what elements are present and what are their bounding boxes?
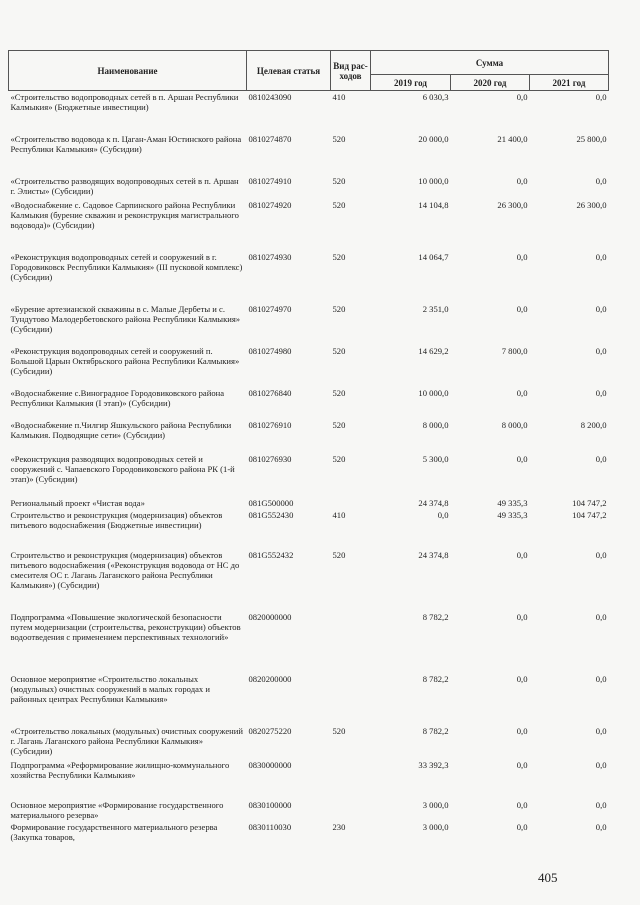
table-row bbox=[9, 387, 609, 419]
cell-2019: 14 629,2 bbox=[418, 345, 449, 356]
table-header bbox=[9, 51, 609, 91]
cell-vid: 520 bbox=[332, 387, 346, 398]
cell-vid: 520 bbox=[332, 175, 346, 186]
cell-code: 0810274910 bbox=[248, 175, 292, 186]
cell-vid: 520 bbox=[332, 549, 346, 560]
table-row bbox=[9, 497, 609, 509]
cell-name: «Бурение артезианской скважины в с. Малые Дербеты и с. Тундутово Малодербетовского района Республики Калмыкия» (Субсидии) bbox=[10, 303, 241, 334]
table-row bbox=[9, 509, 609, 549]
cell-code: 0830000000 bbox=[248, 759, 292, 770]
cell-name: «Строительство локальных (модульных) очистных сооружений г. Лагань Лаганского района Республики Калмыкия» (Субсидии) bbox=[10, 725, 243, 756]
cell-2020: 0,0 bbox=[516, 387, 528, 398]
cell-2019: 24 374,8 bbox=[418, 497, 449, 508]
cell-2021: 0,0 bbox=[595, 345, 607, 356]
table-row bbox=[9, 91, 609, 133]
cell-name: Подпрограмма «Реформирование жилищно-коммунального хозяйства Республики Калмыкия» bbox=[10, 759, 230, 780]
cell-vid: 520 bbox=[332, 453, 346, 464]
cell-2020: 0,0 bbox=[516, 821, 528, 832]
cell-2019: 14 104,8 bbox=[418, 199, 449, 210]
cell-code: 0810274980 bbox=[248, 345, 292, 356]
cell-2019: 8 000,0 bbox=[422, 419, 449, 430]
cell-2020: 0,0 bbox=[516, 92, 528, 102]
cell-name: «Водоснабжение с. Садовое Сарпинского района Республики Калмыкия (бурение скважин и реконструкция магистрального водовода)» (Субсидии) bbox=[10, 199, 239, 230]
cell-2019: 3 000,0 bbox=[422, 799, 449, 810]
cell-2021: 26 300,0 bbox=[576, 199, 607, 210]
cell-vid bbox=[331, 759, 371, 799]
cell-2020: 49 335,3 bbox=[497, 509, 528, 520]
cell-2020: 7 800,0 bbox=[501, 345, 528, 356]
cell-2021: 0,0 bbox=[595, 821, 607, 832]
cell-2021: 0,0 bbox=[595, 92, 607, 102]
cell-2020: 0,0 bbox=[516, 759, 528, 770]
cell-2020: 0,0 bbox=[516, 549, 528, 560]
header-vid: Вид рас-ходов bbox=[331, 51, 371, 91]
cell-vid: 410 bbox=[332, 509, 346, 520]
cell-2020: 0,0 bbox=[516, 453, 528, 464]
table-row bbox=[9, 549, 609, 611]
cell-code: 0810274870 bbox=[248, 133, 292, 144]
cell-name: Основное мероприятие «Формирование государственного материального резерва» bbox=[10, 799, 224, 820]
cell-code: 0830100000 bbox=[248, 799, 292, 810]
cell-name: «Строительство разводящих водопроводных сетей в п. Аршан г. Элисты» (Субсидии) bbox=[10, 175, 239, 196]
cell-2019: 2 351,0 bbox=[422, 303, 449, 314]
cell-name: Строительство и реконструкция (модернизация) объектов питьевого водоснабжения (Бюджетные инвестиции) bbox=[10, 509, 223, 530]
cell-2021: 0,0 bbox=[595, 303, 607, 314]
cell-vid: 520 bbox=[332, 419, 346, 430]
cell-name: Строительство и реконструкция (модернизация) объектов питьевого водоснабжения («Реконструкция водовода от НС до смесителя ОС г. Лагань Лаганского района Республики Калмыкия») (Субсидии) bbox=[10, 549, 240, 590]
cell-2021: 0,0 bbox=[595, 673, 607, 684]
cell-2019: 8 782,2 bbox=[422, 611, 449, 622]
cell-name: «Водоснабжение с.Виноградное Городовиковского района Республики Калмыкия (I этап)» (Субсидии) bbox=[10, 387, 225, 408]
table-row bbox=[9, 725, 609, 759]
cell-code: 0810276840 bbox=[248, 387, 292, 398]
table-row bbox=[9, 303, 609, 345]
cell-2020: 0,0 bbox=[516, 799, 528, 810]
cell-name: Формирование государственного материального резерва (Закупка товаров, bbox=[10, 821, 218, 842]
cell-2019: 3 000,0 bbox=[422, 821, 449, 832]
table-row bbox=[9, 133, 609, 175]
cell-2021: 25 800,0 bbox=[576, 133, 607, 144]
cell-name: «Реконструкция разводящих водопроводных сетей и сооружений с. Чапаевского Городовиковского района РК (1-й этап)» (Субсидии) bbox=[10, 453, 235, 484]
table-row bbox=[9, 453, 609, 497]
cell-vid: 520 bbox=[332, 345, 346, 356]
cell-2020: 0,0 bbox=[516, 725, 528, 736]
header-2019: 2019 год bbox=[371, 75, 451, 91]
cell-name: Региональный проект «Чистая вода» bbox=[10, 497, 145, 508]
cell-vid: 520 bbox=[332, 133, 346, 144]
cell-name: Основное мероприятие «Строительство локальных (модульных) очистных сооружений в малых городах и районных центрах Республики Калмыкия» bbox=[10, 673, 210, 704]
cell-name: «Строительство водовода к п. Цаган-Аман Юстинского района Республики Калмыкия» (Субсидии) bbox=[10, 133, 242, 154]
cell-2021: 0,0 bbox=[595, 611, 607, 622]
cell-code: 0810276930 bbox=[248, 453, 292, 464]
cell-vid bbox=[331, 673, 371, 725]
header-name: Наименование bbox=[9, 51, 247, 91]
cell-vid bbox=[331, 799, 371, 821]
cell-2021: 0,0 bbox=[595, 725, 607, 736]
cell-2021: 0,0 bbox=[595, 453, 607, 464]
cell-2019: 8 782,2 bbox=[422, 725, 449, 736]
cell-2020: 49 335,3 bbox=[497, 497, 528, 508]
cell-vid: 520 bbox=[332, 199, 346, 210]
cell-2019: 20 000,0 bbox=[418, 133, 449, 144]
cell-2021: 104 747,2 bbox=[572, 509, 607, 520]
header-sum: Сумма bbox=[371, 51, 609, 75]
cell-vid bbox=[331, 611, 371, 673]
cell-2019: 10 000,0 bbox=[418, 175, 449, 186]
cell-code: 081G500000 bbox=[248, 497, 294, 508]
cell-code: 0830110030 bbox=[248, 821, 292, 832]
cell-name: Подпрограмма «Повышение экологической безопасности путем модернизации (строительства, реконструкции) объектов водоотведения с применением перспективных технологий» bbox=[10, 611, 241, 642]
cell-2021: 0,0 bbox=[595, 251, 607, 262]
cell-code: 0820275220 bbox=[248, 725, 292, 736]
cell-name: «Строительство водопроводных сетей в п. Аршан Республики Калмыкия» (Бюджетные инвестиции) bbox=[10, 92, 239, 112]
cell-2019: 33 392,3 bbox=[418, 759, 449, 770]
table-row bbox=[9, 199, 609, 251]
cell-2019: 14 064,7 bbox=[418, 251, 449, 262]
cell-code: 0820200000 bbox=[248, 673, 292, 684]
cell-2019: 10 000,0 bbox=[418, 387, 449, 398]
cell-2021: 104 747,2 bbox=[572, 497, 607, 508]
table-row bbox=[9, 759, 609, 799]
cell-2021: 0,0 bbox=[595, 387, 607, 398]
cell-2021: 0,0 bbox=[595, 175, 607, 186]
table-row bbox=[9, 251, 609, 303]
cell-vid: 520 bbox=[332, 251, 346, 262]
cell-vid: 410 bbox=[332, 92, 346, 102]
page-number: 405 bbox=[538, 870, 558, 885]
cell-2021: 0,0 bbox=[595, 549, 607, 560]
cell-code: 0810274970 bbox=[248, 303, 292, 314]
cell-2019: 6 030,3 bbox=[422, 92, 449, 102]
cell-2020: 0,0 bbox=[516, 611, 528, 622]
cell-2021: 8 200,0 bbox=[580, 419, 607, 430]
cell-name: «Водоснабжение п.Чилгир Яшкульского района Республики Калмыкия. Подводящие сети» (Субсидии) bbox=[10, 419, 232, 440]
cell-2021: 0,0 bbox=[595, 759, 607, 770]
cell-vid: 520 bbox=[332, 303, 346, 314]
table-row bbox=[9, 673, 609, 725]
table-row bbox=[9, 175, 609, 199]
cell-2021: 0,0 bbox=[595, 799, 607, 810]
cell-code: 0810276910 bbox=[248, 419, 292, 430]
cell-code: 081G552432 bbox=[248, 549, 294, 560]
table-row bbox=[9, 821, 609, 843]
cell-2020: 21 400,0 bbox=[497, 133, 528, 144]
cell-code: 0810243090 bbox=[248, 92, 292, 102]
cell-name: «Реконструкция водопроводных сетей и сооружений п. Большой Царын Октябрьского района Республики Калмыкия» (Субсидии) bbox=[10, 345, 240, 376]
cell-vid: 520 bbox=[332, 725, 346, 736]
cell-vid: 230 bbox=[332, 821, 346, 832]
table-row bbox=[9, 799, 609, 821]
cell-2019: 0,0 bbox=[437, 509, 449, 520]
budget-table bbox=[8, 50, 609, 843]
cell-2019: 24 374,8 bbox=[418, 549, 449, 560]
cell-2020: 0,0 bbox=[516, 251, 528, 262]
table-row bbox=[9, 345, 609, 387]
cell-2019: 5 300,0 bbox=[422, 453, 449, 464]
cell-code: 081G552430 bbox=[248, 509, 294, 520]
table-row bbox=[9, 419, 609, 453]
cell-2020: 26 300,0 bbox=[497, 199, 528, 210]
cell-name: «Реконструкция водопроводных сетей и сооружений в г. Городовиковск Республики Калмыкия» (III пусковой комплекс) (Субсидии) bbox=[10, 251, 243, 282]
table-row bbox=[9, 611, 609, 673]
cell-code: 0810274920 bbox=[248, 199, 292, 210]
cell-2020: 0,0 bbox=[516, 673, 528, 684]
header-2021: 2021 год bbox=[530, 75, 609, 91]
cell-2020: 8 000,0 bbox=[501, 419, 528, 430]
cell-code: 0820000000 bbox=[248, 611, 292, 622]
header-2020: 2020 год bbox=[451, 75, 530, 91]
cell-2020: 0,0 bbox=[516, 303, 528, 314]
cell-2019: 8 782,2 bbox=[422, 673, 449, 684]
header-code: Целевая статья bbox=[247, 51, 331, 91]
cell-vid bbox=[331, 497, 371, 509]
cell-2020: 0,0 bbox=[516, 175, 528, 186]
cell-code: 0810274930 bbox=[248, 251, 292, 262]
